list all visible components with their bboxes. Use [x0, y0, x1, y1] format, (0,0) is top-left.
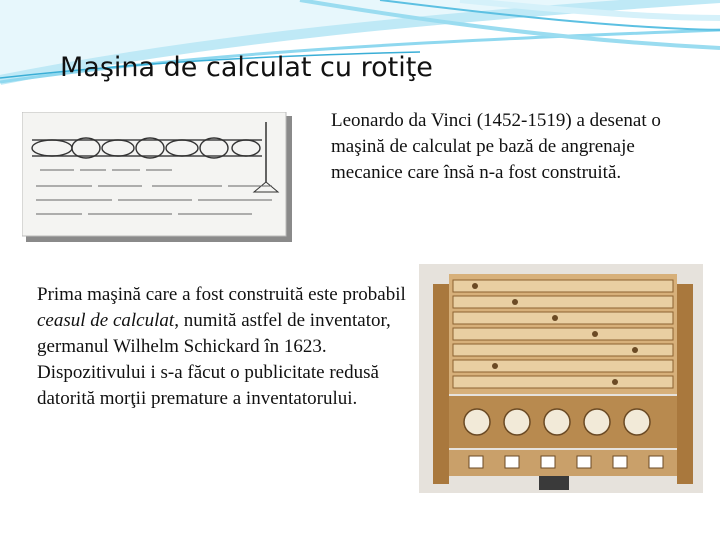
schickard-machine-photo: [419, 264, 703, 493]
leonardo-paragraph: Leonardo da Vinci (1452-1519) a desenat o maşină de calculat pe bază de angrenaje mecanice care însă n-a fost construită.: [331, 110, 661, 183]
schickard-text-2: , numită astfel de inventator, germanul Wilhelm Schickard în 1623. Dispozitivului i s-a făcut o publicitate redusă datorită morţii premature a inventatorului.: [37, 310, 391, 409]
leonardo-sketch-image: [22, 112, 292, 242]
schickard-text-1: Prima maşină care a fost construită este probabil: [37, 284, 406, 305]
schickard-italic-term: ceasul de calculat: [37, 310, 175, 331]
slide-title: Maşina de calculat cu rotiţe: [60, 52, 433, 83]
schickard-paragraph: [37, 282, 407, 412]
